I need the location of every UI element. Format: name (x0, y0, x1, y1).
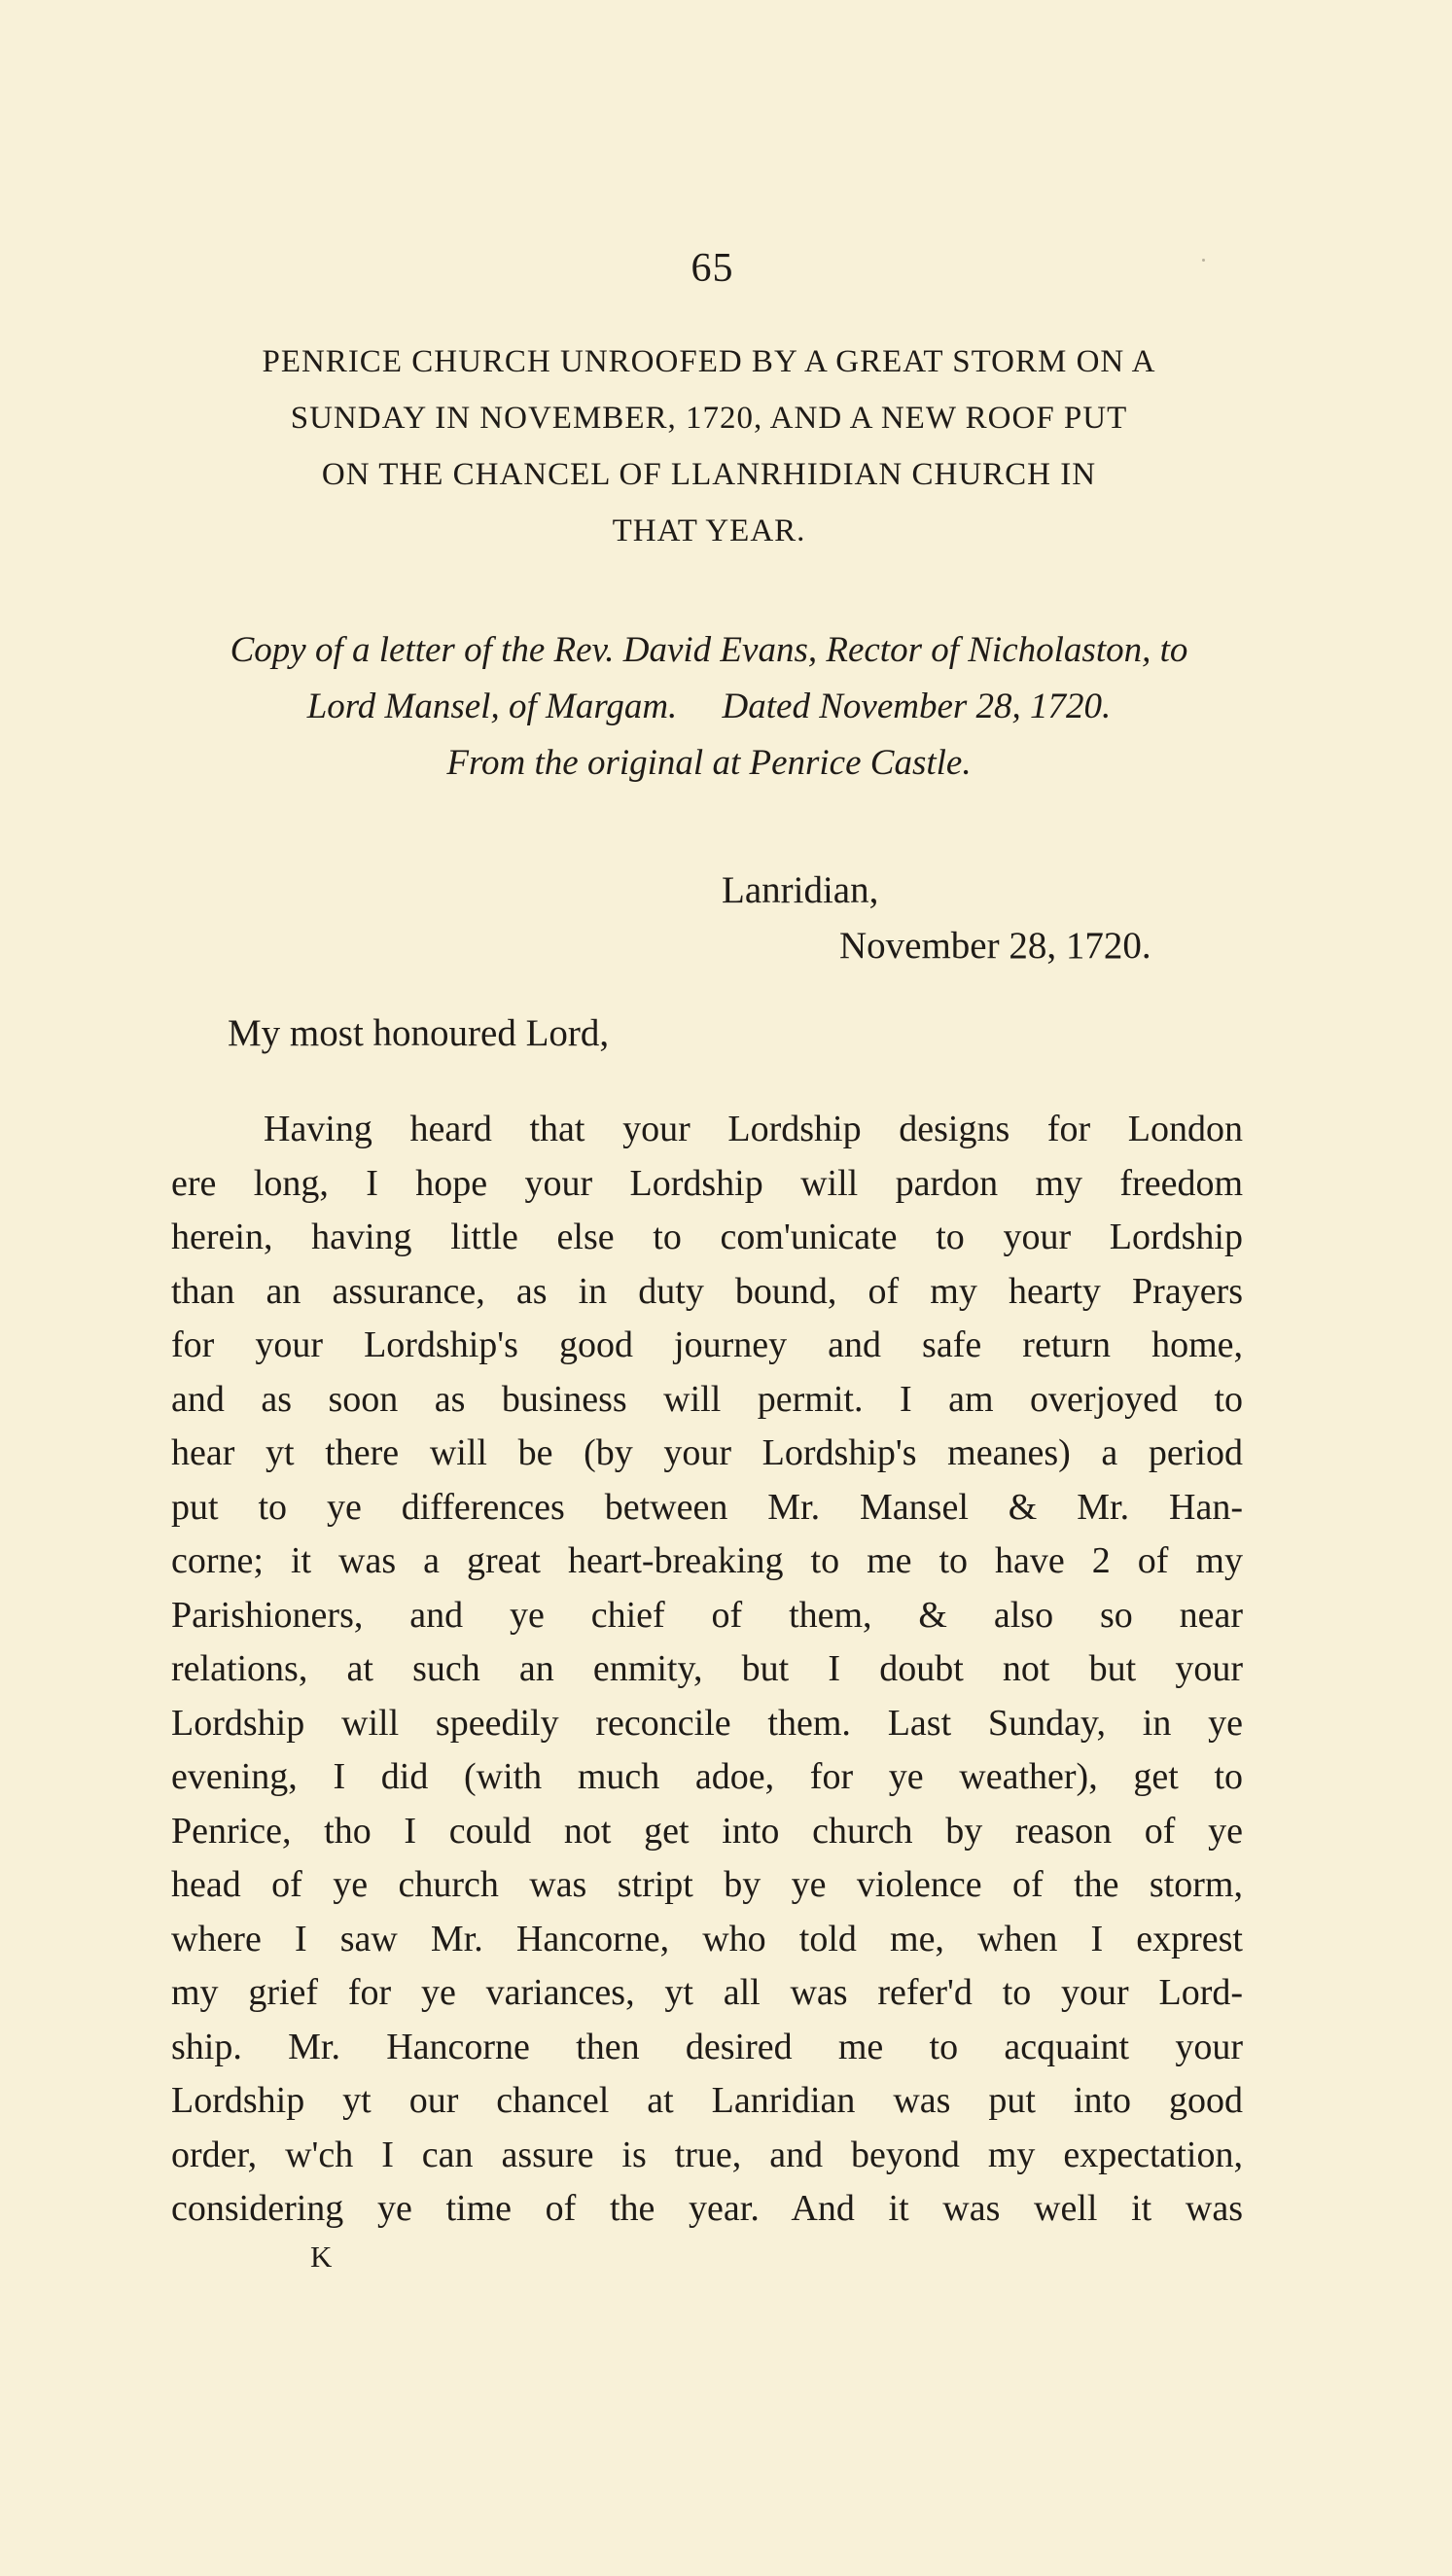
body-line: evening, I did (with much adoe, for ye weather), get to (171, 1756, 1243, 1797)
body-line: Parishioners, and ye chief of them, & also so near (171, 1594, 1243, 1636)
body-line: corne; it was a great heart-breaking to me to have 2 of my (171, 1540, 1243, 1581)
body-line: ship. Mr. Hancorne then desired me to acquaint your (171, 2026, 1243, 2067)
printer-signature-mark: K (310, 2240, 335, 2274)
body-line: head of ye church was stript by ye violence of the storm, (171, 1864, 1243, 1905)
body-line: than an assurance, as in duty bound, of my hearty Prayers (171, 1270, 1243, 1312)
body-line: Lordship yt our chancel at Lanridian was put into good (171, 2080, 1243, 2121)
letter-date: November 28, 1720. (839, 925, 1151, 967)
heading-line: THAT YEAR. (612, 513, 806, 548)
body-line: put to ye differences between Mr. Mansel & Mr. Han- (171, 1486, 1243, 1528)
page-number: 65 (691, 246, 734, 291)
body-line: ere long, I hope your Lordship will pardon my freedom (171, 1162, 1243, 1204)
source-line: Copy of a letter of the Rev. David Evans, Rector of Nicholaston, to (230, 630, 1188, 670)
letter-body (171, 1103, 1243, 2237)
body-line: hear yt there will be (by your Lordship's meanes) a period (171, 1432, 1243, 1473)
source-line: From the original at Penrice Castle. (446, 743, 972, 783)
source-note (159, 622, 1258, 792)
body-line: where I saw Mr. Hancorne, who told me, when I exprest (171, 1918, 1243, 1959)
body-line: herein, having little else to com'unicate to your Lordship (171, 1217, 1243, 1257)
chapter-heading (159, 334, 1258, 559)
body-line: Having heard that your Lordship designs for London (264, 1109, 1243, 1149)
body-line: and as soon as business will permit. I am overjoyed to (171, 1378, 1243, 1420)
heading-line: SUNDAY IN NOVEMBER, 1720, AND A NEW ROOF PUT (290, 401, 1128, 436)
body-line: relations, at such an enmity, but I doubt not but your (171, 1648, 1243, 1689)
ink-speck (1202, 259, 1205, 262)
source-line: Lord Mansel, of Margam. Dated November 28, 1720. (306, 687, 1112, 726)
body-line: Penrice, tho I could not get into church by reason of ye (171, 1810, 1243, 1852)
heading-line: ON THE CHANCEL OF LLANRHIDIAN CHURCH IN (321, 457, 1097, 492)
letter-place: Lanridian, (722, 869, 879, 911)
body-line: order, w'ch I can assure is true, and beyond my expectation, (171, 2134, 1243, 2175)
heading-line: PENRICE CHURCH UNROOFED BY A GREAT STORM ON A (262, 344, 1156, 379)
body-line: considering ye time of the year. And it was well it was (171, 2188, 1243, 2229)
body-line: for your Lordship's good journey and safe return home, (171, 1324, 1243, 1365)
body-line: Lordship will speedily reconcile them. Last Sunday, in ye (171, 1702, 1243, 1744)
body-line: my grief for ye variances, yt all was refer'd to your Lord- (171, 1972, 1243, 2013)
letter-salutation: My most honoured Lord, (228, 1012, 610, 1054)
